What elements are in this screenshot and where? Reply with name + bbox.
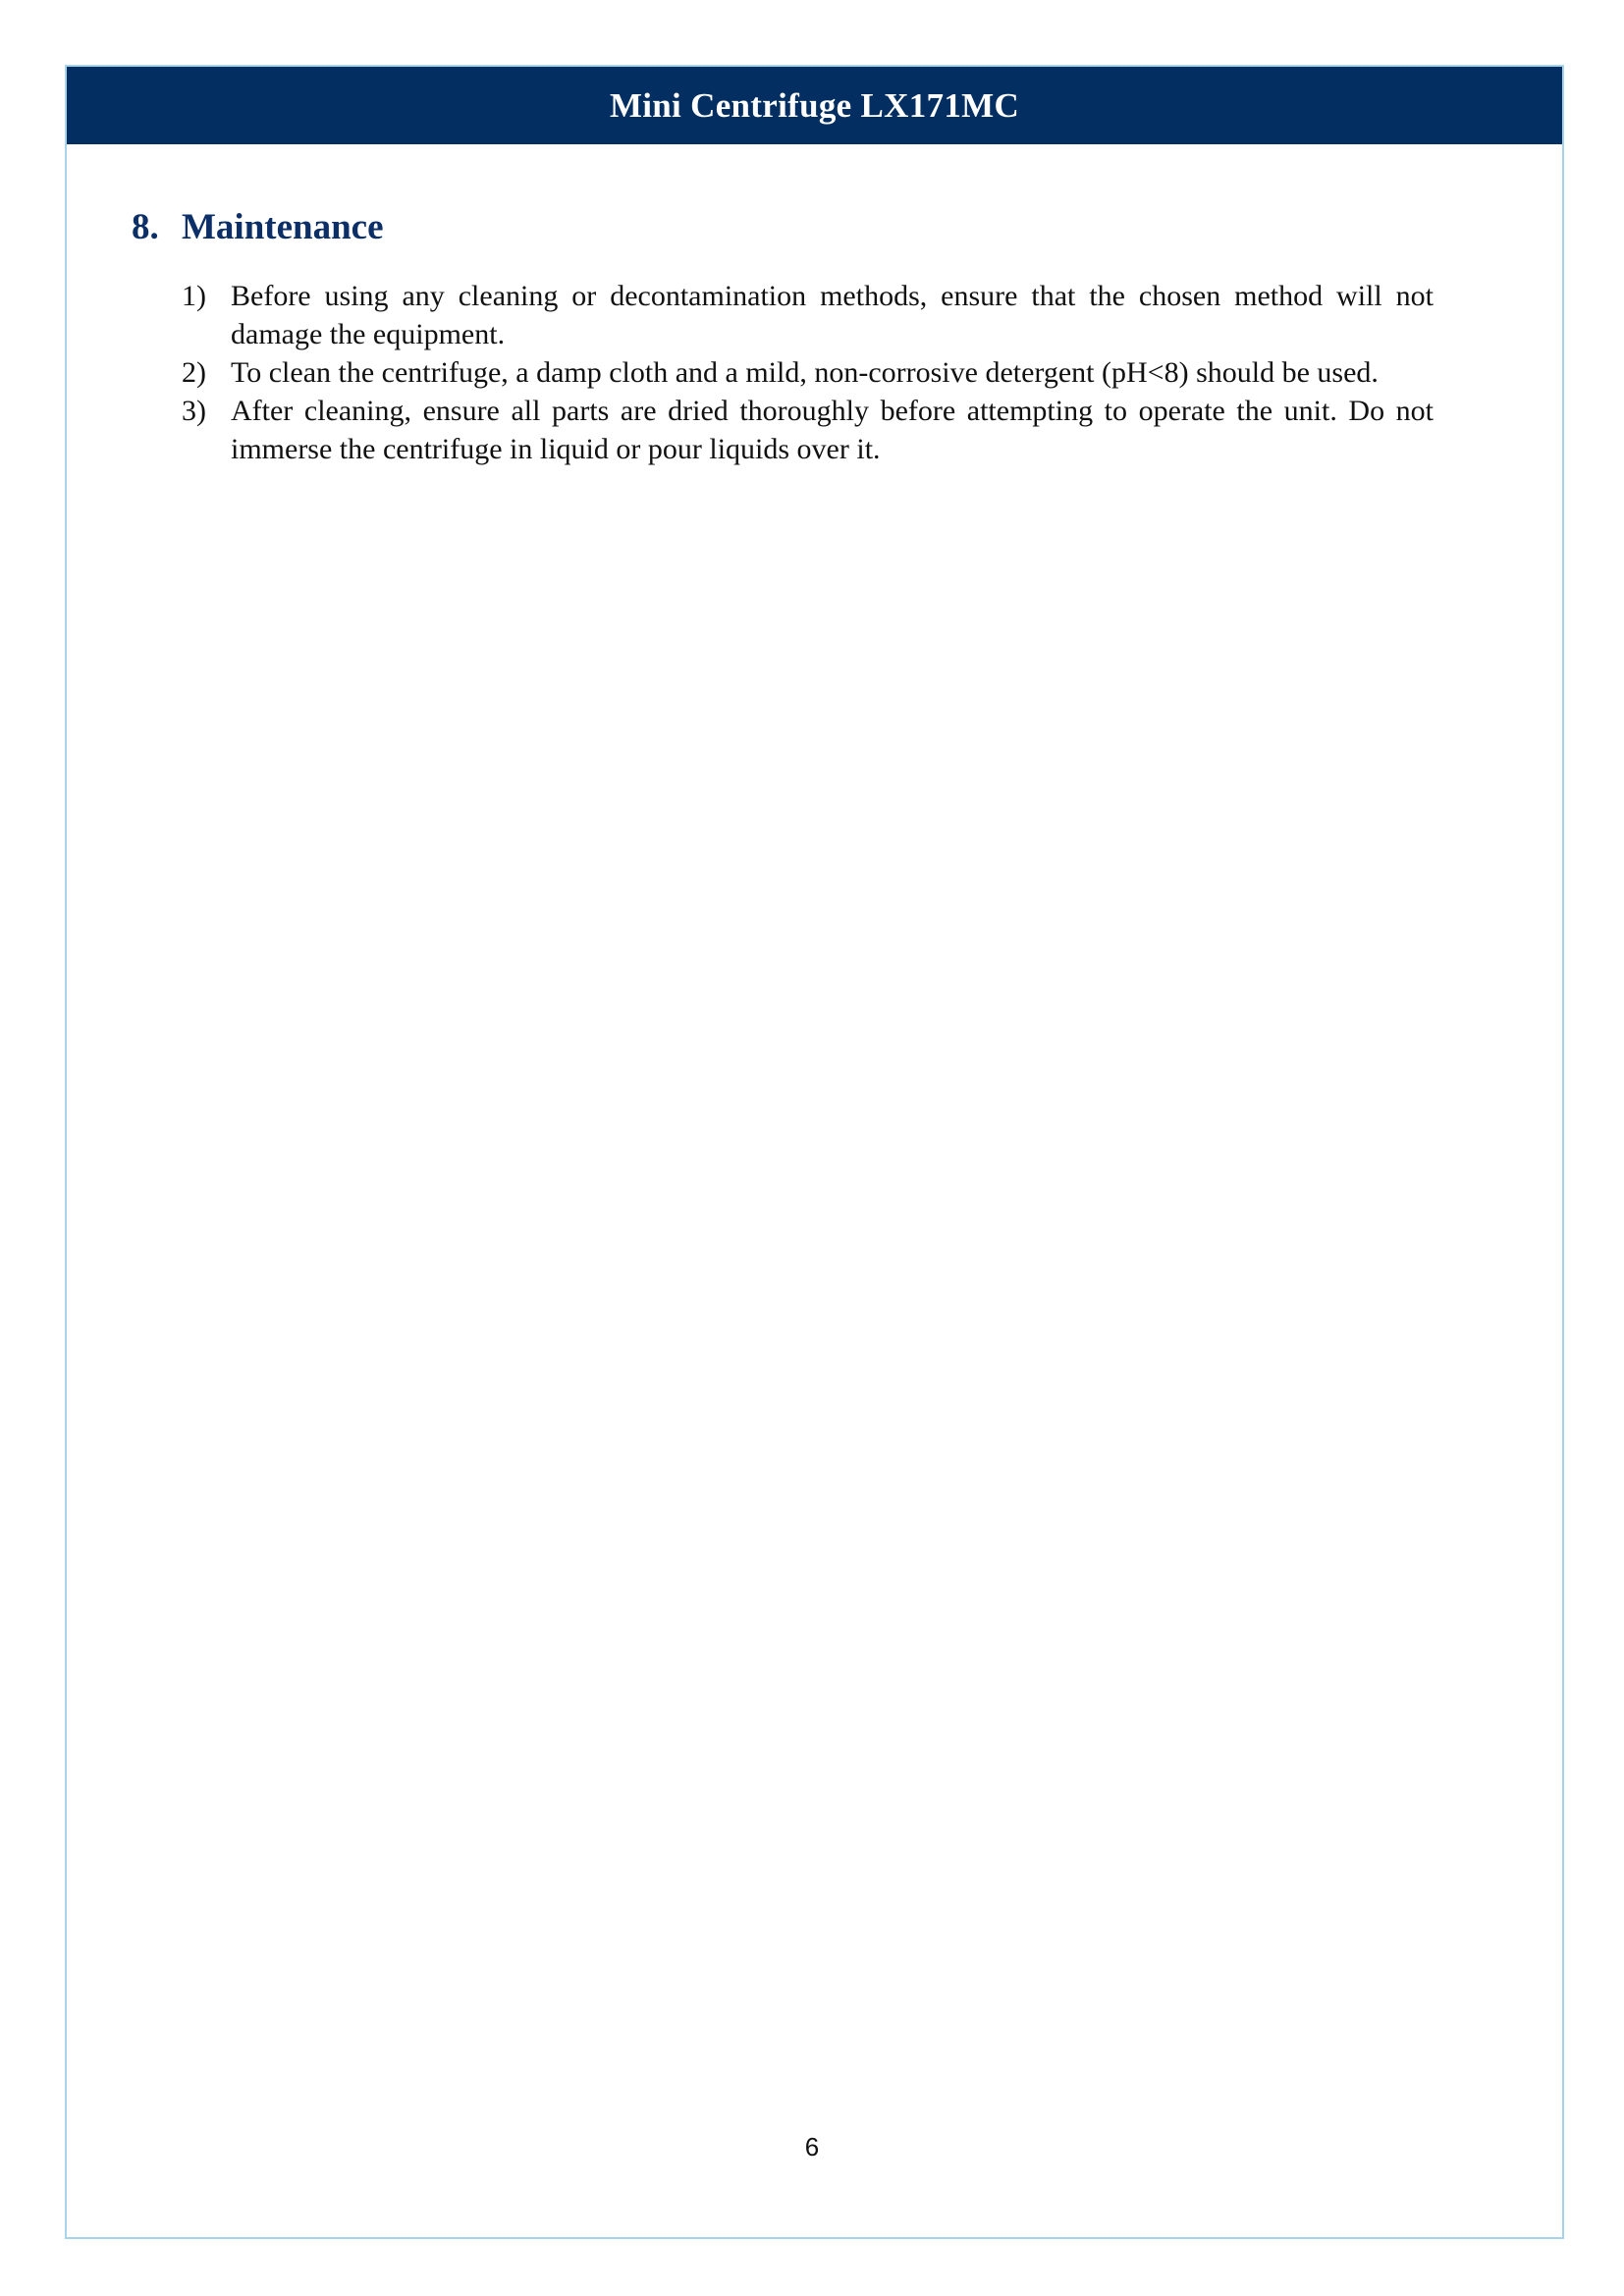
maintenance-steps (132, 277, 1434, 468)
section-number: 8. (132, 207, 159, 247)
page-number: 6 (804, 2132, 820, 2162)
step-text: To clean the centrifuge, a damp cloth and a mild, non-corrosive detergent (pH<8) should be used. (231, 356, 1379, 389)
step-number: 2) (182, 356, 206, 389)
list-item (182, 277, 1434, 353)
step-text: Before using any cleaning or decontamination methods, ensure that the chosen method will not damage the equipment. (231, 280, 1434, 350)
document-title: Mini Centrifuge LX171MC (609, 85, 1020, 125)
maintenance-section (132, 206, 1434, 468)
step-text: After cleaning, ensure all parts are dried thoroughly before attempting to operate the unit. Do not immerse the centrifuge in liquid or pour liquids over it. (231, 395, 1434, 465)
header-bar (67, 67, 1562, 144)
section-heading (132, 206, 1434, 248)
step-number: 3) (182, 395, 206, 427)
step-number: 1) (182, 280, 206, 312)
list-item (182, 353, 1434, 392)
section-title: Maintenance (182, 207, 384, 247)
list-item (182, 392, 1434, 468)
